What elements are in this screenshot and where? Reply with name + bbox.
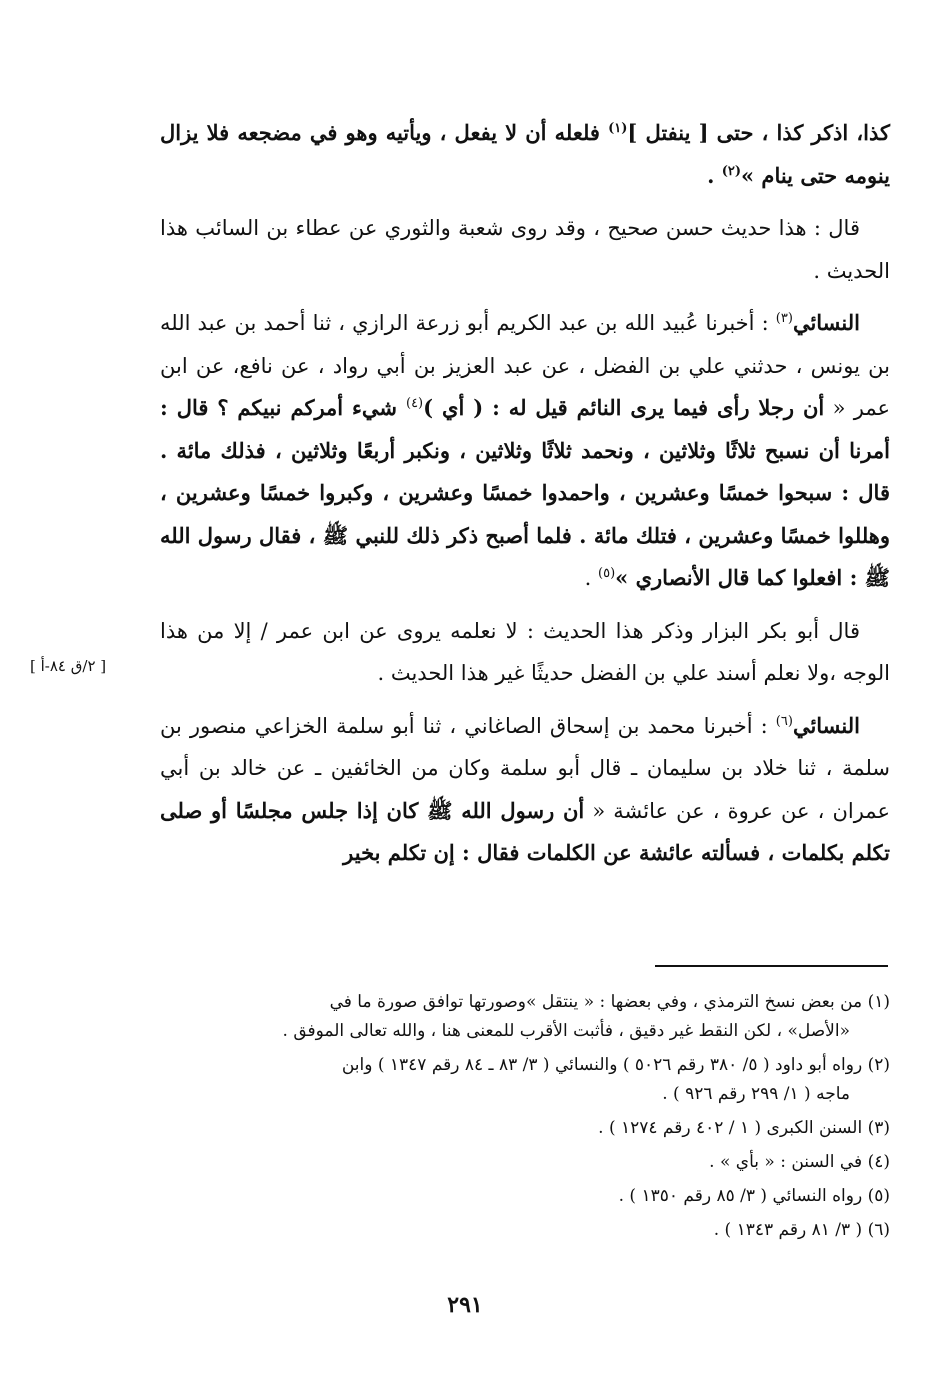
source-name: النسائي [792, 712, 860, 738]
page-number: ٢٩١ [447, 1292, 483, 1318]
hadith-text: كذا، اذكر كذا ، حتى [ ينفتل ] [627, 120, 891, 145]
footnote-number: (١) [867, 992, 890, 1012]
footnote-number: (٣) [867, 1118, 890, 1138]
footnote-4 [160, 1148, 890, 1177]
paragraph-nasai-hadith-2 [160, 705, 890, 875]
footnote-text-continued: ماجه ( ١/ ٢٩٩ رقم ٩٢٦ ) . [662, 1084, 850, 1104]
footnote-number: (٥) [867, 1186, 890, 1206]
comment-text: قال : هذا حديث حسن صحيح ، وقد روى شعبة والثوري عن عطاء بن السائب هذا الحديث . [160, 216, 890, 283]
punctuation: . [707, 162, 722, 188]
footnote-ref-6[interactable]: (٦) [775, 713, 793, 729]
hadith-text: فلعله أن لا يفعل ، ويأتيه وهو في مضجعه فلا يزال ينومه حتى ينام » [160, 120, 890, 188]
footnote-text-continued: «الأصل» ، لكن النقط غير دقيق ، فأثبت الأقرب للمعنى هنا ، والله تعالى الموفق . [282, 1021, 850, 1041]
paragraph-bazzar-comment [160, 610, 890, 695]
footnote-ref-1[interactable]: (١) [608, 121, 628, 136]
paragraph-nasai-hadith-1 [160, 302, 890, 600]
footnote-ref-4[interactable]: (٤) [405, 396, 424, 411]
isnad-text: : أخبرنا محمد بن إسحاق الصاغاني ، ثنا أبو سلمة الخزاعي منصور بن سلمة ، ثنا خلاد بن سليمان ـ قال أبو سلمة وكان من الخائفين ـ عن خالد بن أبي عمران ، عن عروة ، عن عائشة « [160, 713, 890, 823]
footnote-number: (٢) [867, 1055, 890, 1075]
punctuation: . [584, 566, 599, 590]
main-text [160, 112, 890, 885]
footnote-3 [160, 1114, 890, 1143]
footnote-ref-2[interactable]: (٢) [721, 163, 741, 179]
source-name: النسائي [792, 310, 860, 335]
footnote-1 [160, 988, 890, 1046]
footnote-text: رواه أبو داود ( ٥/ ٣٨٠ رقم ٥٠٢٦ ) والنسائي ( ٣/ ٨٣ ـ ٨٤ رقم ١٣٤٧ ) وابن [341, 1055, 863, 1075]
footnote-text: السنن الكبرى ( ١ / ٤٠٢ رقم ١٢٧٤ ) . [598, 1118, 863, 1138]
comment-text: قال أبو بكر البزار وذكر هذا الحديث : لا نعلمه يروى عن ابن عمر / إلا من هذا الوجه ،ولا نعلم أسند علي بن الفضل حديثًا غير هذا الحديث . [160, 618, 890, 685]
footnote-ref-3[interactable]: (٣) [775, 311, 793, 326]
footnote-text: ( ٣/ ٨١ رقم ١٣٤٣ ) . [713, 1220, 863, 1240]
matn-text: أن رسول الله ﷺ كان إذا جلس مجلسًا أو صلى تكلم بكلمات ، فسألته عائشة عن الكلمات فقال : إن تكلم بخير [160, 797, 890, 865]
footnote-5 [160, 1182, 890, 1211]
footnote-number: (٦) [867, 1220, 890, 1240]
footnote-2 [160, 1051, 890, 1109]
matn-text: شيء أمركم نبيكم ؟ قال : أمرنا أن نسبح ثلاثًا وثلاثين ، ونحمد ثلاثًا وثلاثين ، ونكبر أربعًا وثلاثين ، فذلك مائة . قال : سبحوا خمسًا وعشرين ، واحمدوا خمسًا وعشرين ، وكبروا خمسًا وعشرين ، وهللوا خمسًا وعشرين ، فتلك مائة . فلما أصبح ذكر ذلك للنبي ﷺ ، فقال رسول الله ﷺ : افعلوا كما قال الأنصاري » [160, 395, 890, 590]
footnote-6 [160, 1216, 890, 1245]
isnad-text: : أخبرنا عُبيد الله بن عبد الكريم أبو زرعة الرازي ، ثنا أحمد بن عبد الله بن يونس ، حدثني علي بن الفضل ، عن عبد العزيز بن أبي رواد ، عن نافع، عن ابن عمر « [160, 311, 890, 420]
footnote-text: في السنن : « بأي » . [709, 1152, 863, 1172]
matn-text: أن رجلا رأى فيما يرى النائم قيل له : ( أي ) [423, 395, 825, 420]
footnote-number: (٤) [867, 1152, 890, 1172]
paragraph-tirmidhi-comment [160, 207, 890, 292]
footnote-ref-5[interactable]: (٥) [598, 566, 616, 581]
footnote-separator [655, 965, 888, 967]
manuscript-folio-marker: [ ٢/ق ٨٤-أ ] [30, 657, 107, 675]
footnote-text: من بعض نسخ الترمذي ، وفي بعضها : « ينتقل »وصورتها توافق صورة ما في [329, 992, 863, 1012]
paragraph-hadith-continuation [160, 112, 890, 197]
footnote-text: رواه النسائي ( ٣/ ٨٥ رقم ١٣٥٠ ) . [618, 1186, 863, 1206]
footnotes [160, 988, 890, 1250]
